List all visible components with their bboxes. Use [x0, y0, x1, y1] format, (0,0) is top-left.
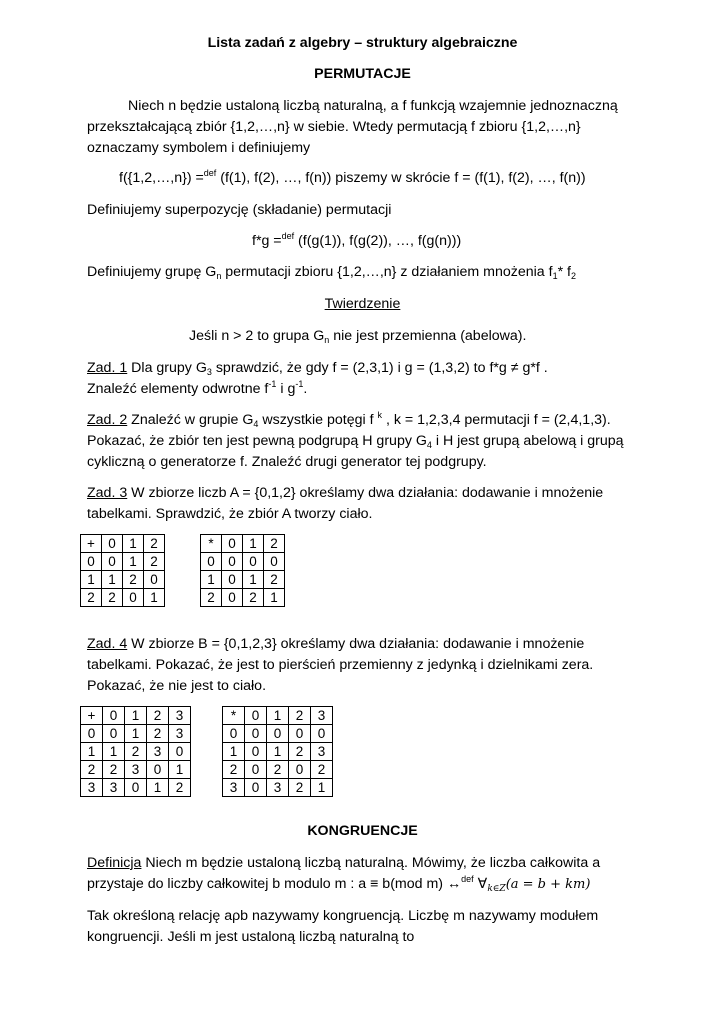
- task-2-line-3: cykliczną o generatorze f. Znaleźć drugi generator tej podgrupy.: [87, 454, 487, 470]
- congruence-def-line-1: [87, 853, 600, 874]
- task-2-text-c: , k = 1,2,3,4 permutacji f = (2,4,1,3).: [382, 412, 611, 428]
- group-subscript-2: 1: [552, 271, 558, 281]
- table-cell: 0: [222, 553, 243, 571]
- congruence-para-line-2: kongruencji. Jeśli m jest ustaloną liczbą naturalną to: [87, 929, 415, 945]
- table-row: [81, 779, 191, 797]
- def-superscript: def: [281, 231, 295, 241]
- multiplication-table-B: [222, 706, 333, 797]
- task-4-label: Zad. 4: [87, 636, 128, 652]
- task-2-subscript-2: 4: [426, 440, 432, 450]
- table-cell: 0: [311, 725, 333, 743]
- table-row: [81, 589, 165, 607]
- table-row: [223, 761, 333, 779]
- table-cell: 2: [243, 589, 264, 607]
- table-cell: 0: [103, 707, 125, 725]
- addition-table-B: [80, 706, 191, 797]
- group-subscript: n: [216, 271, 222, 281]
- task-2-line-1: [87, 410, 611, 431]
- table-row: [223, 779, 333, 797]
- table-cell: 0: [245, 707, 267, 725]
- theorem-subscript: n: [324, 335, 330, 345]
- task-3-text-a: W zbiorze liczb A = {0,1,2} określamy dwa działania: dodawanie i mnożenie: [127, 485, 604, 501]
- table-cell: 0: [102, 535, 123, 553]
- task-1-text-b: sprawdzić, że gdy f = (2,3,1) i g = (1,3,2) to f*g ≠ g*f .: [211, 360, 548, 376]
- group-text-b: permutacji zbioru {1,2,…,n} z działaniem mnożenia f: [221, 264, 553, 280]
- composition-formula: [252, 231, 461, 252]
- permutation-definition: [119, 168, 586, 189]
- table-row: [81, 535, 165, 553]
- task-2-line-2: [87, 431, 624, 452]
- table-cell: 0: [81, 553, 102, 571]
- task-2-text-d: Pokazać, że zbiór ten jest pewną podgrupą H grupy G: [87, 433, 427, 449]
- table-cell: 1: [267, 707, 289, 725]
- task-4-text-a: W zbiorze B = {0,1,2,3} określamy dwa działania: dodawanie i mnożenie: [127, 636, 585, 652]
- table-cell: 0: [81, 725, 103, 743]
- task-1-line-2: [87, 379, 307, 400]
- table-cell: 0: [201, 553, 222, 571]
- task-4-line-3: Pokazać, że nie jest to ciało.: [87, 678, 267, 694]
- table-cell: 0: [169, 743, 191, 761]
- table-cell: 1: [169, 761, 191, 779]
- definition-label: Definicja: [87, 855, 142, 871]
- task-2-text-b: wszystkie potęgi f: [258, 412, 378, 428]
- table-cell: +: [81, 535, 102, 553]
- task-2-text-e: i H jest grupą abelową i grupą: [431, 433, 624, 449]
- table-row: [81, 707, 191, 725]
- table-cell: 0: [102, 553, 123, 571]
- table-cell: 0: [147, 761, 169, 779]
- table-row: [201, 589, 285, 607]
- table-row: [81, 571, 165, 589]
- table-cell: 0: [289, 761, 311, 779]
- table-cell: 2: [144, 535, 165, 553]
- congruence-para-line-1: Tak określoną relację aρb nazywamy kongruencją. Liczbę m nazywamy modułem: [87, 908, 599, 924]
- table-cell: 0: [222, 535, 243, 553]
- table-cell: 2: [264, 571, 285, 589]
- power-superscript: k: [377, 410, 382, 420]
- task-1-text-e: .: [303, 381, 308, 397]
- table-cell: 3: [267, 779, 289, 797]
- task-3-line-2: tabelkami. Sprawdzić, że zbiór A tworzy ciało.: [87, 506, 373, 522]
- task-1-label: Zad. 1: [87, 360, 128, 376]
- table-cell: 0: [103, 725, 125, 743]
- table-cell: 0: [245, 779, 267, 797]
- table-cell: 0: [222, 571, 243, 589]
- table-cell: 1: [144, 589, 165, 607]
- table-cell: 3: [169, 725, 191, 743]
- document-title: Lista zadań z algebry – struktury algebraiczne: [207, 35, 518, 51]
- def-superscript: def: [461, 874, 474, 884]
- table-cell: 1: [81, 571, 102, 589]
- congruence-text-a: Niech m będzie ustaloną liczbą naturalną. Mówimy, że liczba całkowita a: [141, 855, 601, 871]
- table-cell: 0: [267, 725, 289, 743]
- table-cell: 0: [125, 779, 147, 797]
- table-cell: 1: [311, 779, 333, 797]
- group-subscript-3: 2: [570, 271, 576, 281]
- table-cell: 1: [81, 743, 103, 761]
- table-cell: 0: [264, 553, 285, 571]
- table-cell: 1: [103, 743, 125, 761]
- table-row: [81, 553, 165, 571]
- group-text-c: * f: [557, 264, 571, 280]
- table-cell: 2: [81, 589, 102, 607]
- quantifier-subscript: k∈Z: [487, 884, 506, 894]
- section-heading-congruences: KONGRUENCJE: [307, 823, 418, 839]
- theorem-text-a: Jeśli n > 2 to grupa G: [189, 328, 325, 344]
- section-heading-permutations: PERMUTACJE: [314, 66, 411, 82]
- congruence-def-line-2: [87, 874, 590, 895]
- composition-rhs: (f(g(1)), f(g(2)), …, f(g(n))): [294, 233, 462, 249]
- congruence-text-b: przystaje do liczby całkowitej b modulo m : a ≡ b(mod m) ↔: [87, 876, 462, 892]
- table-row: [81, 761, 191, 779]
- table-row: [223, 725, 333, 743]
- table-cell: 2: [264, 535, 285, 553]
- table-cell: 2: [289, 707, 311, 725]
- table-cell: 1: [147, 779, 169, 797]
- intro-line-2: przekształcającą zbiór {1,2,…,n} w siebie. Wtedy permutacją f zbioru {1,2,…,n}: [87, 119, 581, 135]
- congruence-formula: (a = b + km): [505, 877, 591, 892]
- definition-lhs: f({1,2,…,n}) =: [119, 170, 204, 186]
- intro-line-3: oznaczamy symbolem i definiujemy: [87, 140, 311, 156]
- table-cell: 0: [289, 725, 311, 743]
- table-cell: 2: [125, 743, 147, 761]
- table-row: [223, 707, 333, 725]
- definition-rhs: (f(1), f(2), …, f(n)) piszemy w skrócie f = (f(1), f(2), …, f(n)): [216, 170, 586, 186]
- task-2-label: Zad. 2: [87, 412, 128, 428]
- table-cell: +: [81, 707, 103, 725]
- table-cell: 2: [289, 779, 311, 797]
- addition-table-A: [80, 534, 165, 607]
- task-2-subscript: 4: [253, 419, 259, 429]
- table-cell: 2: [169, 779, 191, 797]
- table-cell: 0: [245, 743, 267, 761]
- theorem-title: Twierdzenie: [324, 296, 401, 312]
- table-cell: 3: [223, 779, 245, 797]
- task-1-text-c: Znaleźć elementy odwrotne f: [87, 381, 269, 397]
- table-cell: 2: [147, 725, 169, 743]
- intro-line-1: Niech n będzie ustaloną liczbą naturalną, a f funkcją wzajemnie jednoznaczną: [128, 98, 618, 114]
- table-cell: 1: [123, 553, 144, 571]
- table-cell: 1: [102, 571, 123, 589]
- inverse-superscript-g: -1: [295, 379, 304, 389]
- superposition-text: Definiujemy superpozycję (składanie) permutacji: [87, 202, 392, 218]
- table-cell: 2: [81, 761, 103, 779]
- table-cell: 3: [125, 761, 147, 779]
- task-3-label: Zad. 3: [87, 485, 128, 501]
- task-1-subscript: 3: [206, 367, 212, 377]
- table-cell: 1: [223, 743, 245, 761]
- table-cell: *: [201, 535, 222, 553]
- table-cell: 2: [289, 743, 311, 761]
- table-cell: 1: [243, 535, 264, 553]
- table-row: [201, 571, 285, 589]
- table-cell: 0: [245, 725, 267, 743]
- table-cell: 0: [245, 761, 267, 779]
- def-superscript: def: [203, 168, 217, 178]
- table-cell: 2: [123, 571, 144, 589]
- table-cell: 2: [102, 589, 123, 607]
- table-row: [223, 743, 333, 761]
- task-1-text-d: i g: [276, 381, 296, 397]
- multiplication-table-A: [200, 534, 285, 607]
- table-cell: 3: [169, 707, 191, 725]
- theorem-statement: [189, 326, 526, 347]
- table-cell: 2: [144, 553, 165, 571]
- table-row: [81, 743, 191, 761]
- table-cell: 1: [267, 743, 289, 761]
- table-cell: 1: [264, 589, 285, 607]
- table-cell: 2: [311, 761, 333, 779]
- task-4-line-1: [87, 634, 584, 655]
- table-cell: 2: [223, 761, 245, 779]
- table-row: [81, 725, 191, 743]
- table-cell: 3: [147, 743, 169, 761]
- table-cell: 2: [201, 589, 222, 607]
- table-row: [201, 553, 285, 571]
- table-cell: 0: [243, 553, 264, 571]
- table-cell: *: [223, 707, 245, 725]
- table-cell: 1: [125, 707, 147, 725]
- task-3-line-1: [87, 483, 603, 504]
- table-cell: 2: [147, 707, 169, 725]
- table-cell: 0: [223, 725, 245, 743]
- task-4-line-2: tabelkami. Pokazać, że jest to pierścień przemienny z jedynką i dzielnikami zera.: [87, 657, 594, 673]
- table-cell: 3: [81, 779, 103, 797]
- table-cell: 0: [123, 589, 144, 607]
- theorem-text-b: nie jest przemienna (abelowa).: [329, 328, 527, 344]
- table-cell: 3: [311, 743, 333, 761]
- table-cell: 3: [103, 779, 125, 797]
- group-text-a: Definiujemy grupę G: [87, 264, 217, 280]
- table-cell: 2: [103, 761, 125, 779]
- table-cell: 1: [125, 725, 147, 743]
- group-definition: [87, 262, 576, 283]
- table-row: [201, 535, 285, 553]
- forall-symbol: ∀: [473, 876, 488, 892]
- table-cell: 1: [201, 571, 222, 589]
- inverse-superscript-f: -1: [268, 379, 277, 389]
- task-1-line-1: [87, 358, 548, 379]
- table-cell: 1: [243, 571, 264, 589]
- table-cell: 2: [267, 761, 289, 779]
- table-cell: 0: [144, 571, 165, 589]
- table-cell: 1: [123, 535, 144, 553]
- composition-lhs: f*g =: [252, 233, 282, 249]
- task-1-text-a: Dla grupy G: [127, 360, 207, 376]
- table-cell: 3: [311, 707, 333, 725]
- task-2-text-a: Znaleźć w grupie G: [127, 412, 254, 428]
- table-cell: 0: [222, 589, 243, 607]
